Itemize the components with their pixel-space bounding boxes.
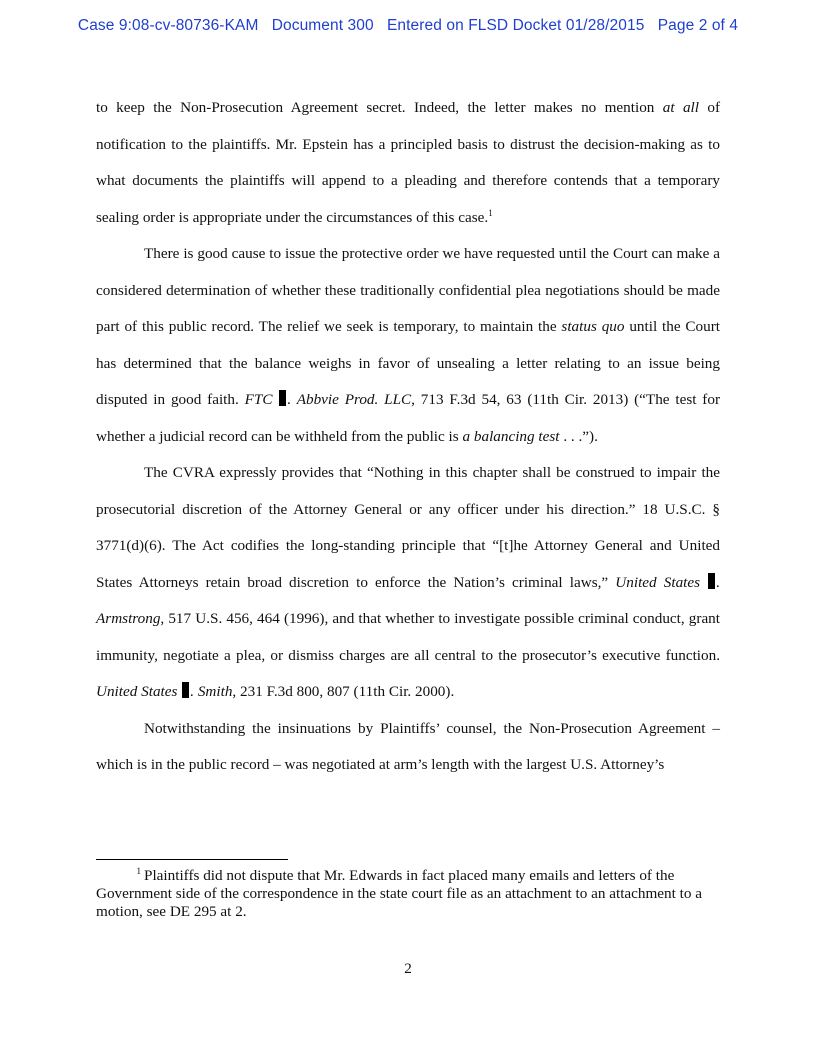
docket-header xyxy=(0,17,816,35)
footnote-number: 1 xyxy=(136,866,141,876)
redaction-block xyxy=(708,573,715,589)
case-citation: FTC xyxy=(244,391,273,408)
redaction-block xyxy=(182,682,189,698)
paragraph-2: There is good cause to issue the protective order we have requested until the Court can make a considered determination of whether these traditionally confidential plea negotiations should be made part of this public record. The relief we seek is temporary, to maintain the status quo until the Court has determined that the balance weighs in favor of unsealing a letter relating to an issue being disputed in good faith. FTC . Abbvie Prod. LLC, 713 F.3d 54, 63 (11th Cir. 2013) (“The test for whether a judicial record can be withheld from the public is a balancing test . . .”). xyxy=(96,245,720,445)
header-page-count: Page 2 of 4 xyxy=(657,17,739,34)
paragraph-3: The CVRA expressly provides that “Nothing in this chapter shall be construed to impair the prosecutorial discretion of the Attorney General or any officer under his direction.” 18 U.S.C. § 3771(d)(6). The Act codifies the long-standing principle that “[t]he Attorney General and United States Attorneys retain broad discretion to enforce the Nation’s criminal laws,” United States . Armstrong, 517 U.S. 456, 464 (1996), and that whether to investigate possible criminal conduct, grant immunity, negotiate a plea, or dismiss charges are all central to the prosecutor’s executive function. United States . Smith, 231 F.3d 800, 807 (11th Cir. 2000). xyxy=(96,464,721,700)
document-body xyxy=(96,90,720,784)
page-number: 2 xyxy=(404,960,412,977)
footnote-text: Plaintiffs did not dispute that Mr. Edwards in fact placed many emails and letters of the Government side of the correspondence in the state court file as an attachment to an attachment to a motion, see DE 295 at 2. xyxy=(96,867,703,920)
footnote-reference[interactable]: 1 xyxy=(488,207,493,218)
footnote xyxy=(96,867,720,921)
paragraph-1: to keep the Non-Prosecution Agreement secret. Indeed, the letter makes no mention at all of notification to the plaintiffs. Mr. Epstein has a principled basis to distrust the decision-making as to what documents the plaintiffs will append to a pleading and therefore contends that a temporary sealing order is appropriate under the circumstances of this case.$^1$ xyxy=(96,99,720,226)
header-case-number: Case 9:08-cv-80736-KAM xyxy=(77,17,259,34)
case-citation: United States xyxy=(615,573,701,591)
header-entered-date: Entered on FLSD Docket 01/28/2015 xyxy=(386,17,645,34)
footnote-divider xyxy=(96,859,288,860)
case-citation: United States xyxy=(96,683,178,700)
paragraph-4: Notwithstanding the insinuations by Plaintiffs’ counsel, the Non-Prosecution Agreement – which is in the public record – was negotiated at arm’s length with the largest U.S. Attorney’s xyxy=(96,719,720,773)
header-document-number: Document 300 xyxy=(271,17,374,34)
redaction-block xyxy=(279,390,286,406)
